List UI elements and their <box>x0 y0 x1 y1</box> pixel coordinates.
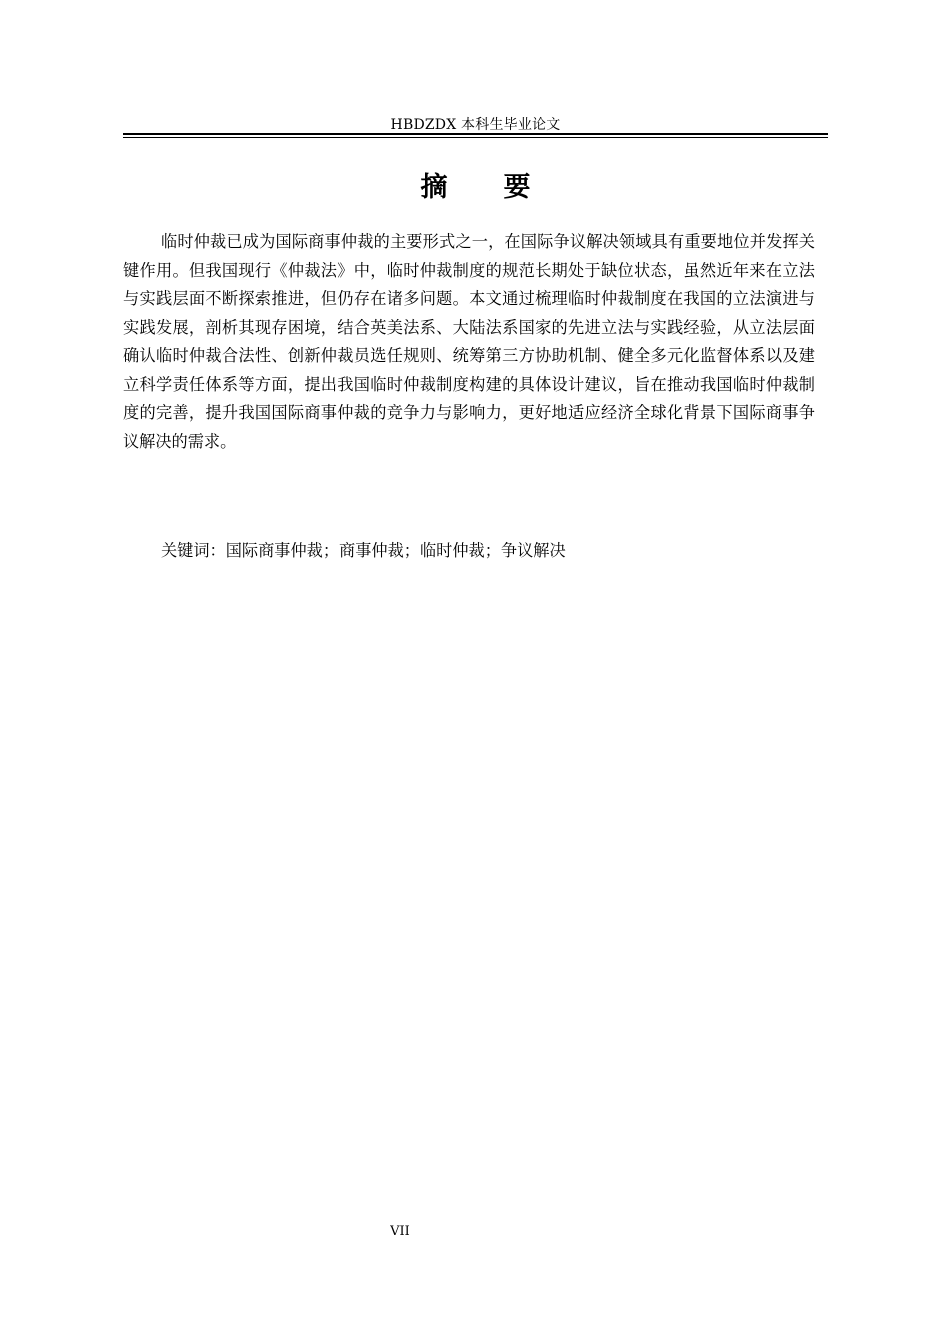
page-number: VII <box>390 1224 410 1239</box>
running-header: HBDZDX 本科生毕业论文 <box>390 117 561 133</box>
abstract-title: 摘要 <box>420 172 587 203</box>
header-double-rule <box>123 133 828 138</box>
keywords-line: 关键词：国际商事仲裁；商事仲裁；临时仲裁；争议解决 <box>161 541 566 560</box>
abstract-body: 临时仲裁已成为国际商事仲裁的主要形式之一，在国际争议解决领域具有重要地位并发挥关键作用。但我国现行《仲裁法》中，临时仲裁制度的规范长期处于缺位状态，虽然近年来在立法与实践层面不断探索推进，但仍存在诸多问题。本文通过梳理临时仲裁制度在我国的立法演进与实践发展，剖析其现存困境，结合英美法系、大陆法系国家的先进立法与实践经验，从立法层面确认临时仲裁合法性、创新仲裁员选任规则、统筹第三方协助机制、健全多元化监督体系以及建立科学责任体系等方面，提出我国临时仲裁制度构建的具体设计建议，旨在推动我国临时仲裁制度的完善，提升我国国际商事仲裁的竞争力与影响力，更好地适应经济全球化背景下国际商事争议解决的需求。 <box>123 232 815 451</box>
